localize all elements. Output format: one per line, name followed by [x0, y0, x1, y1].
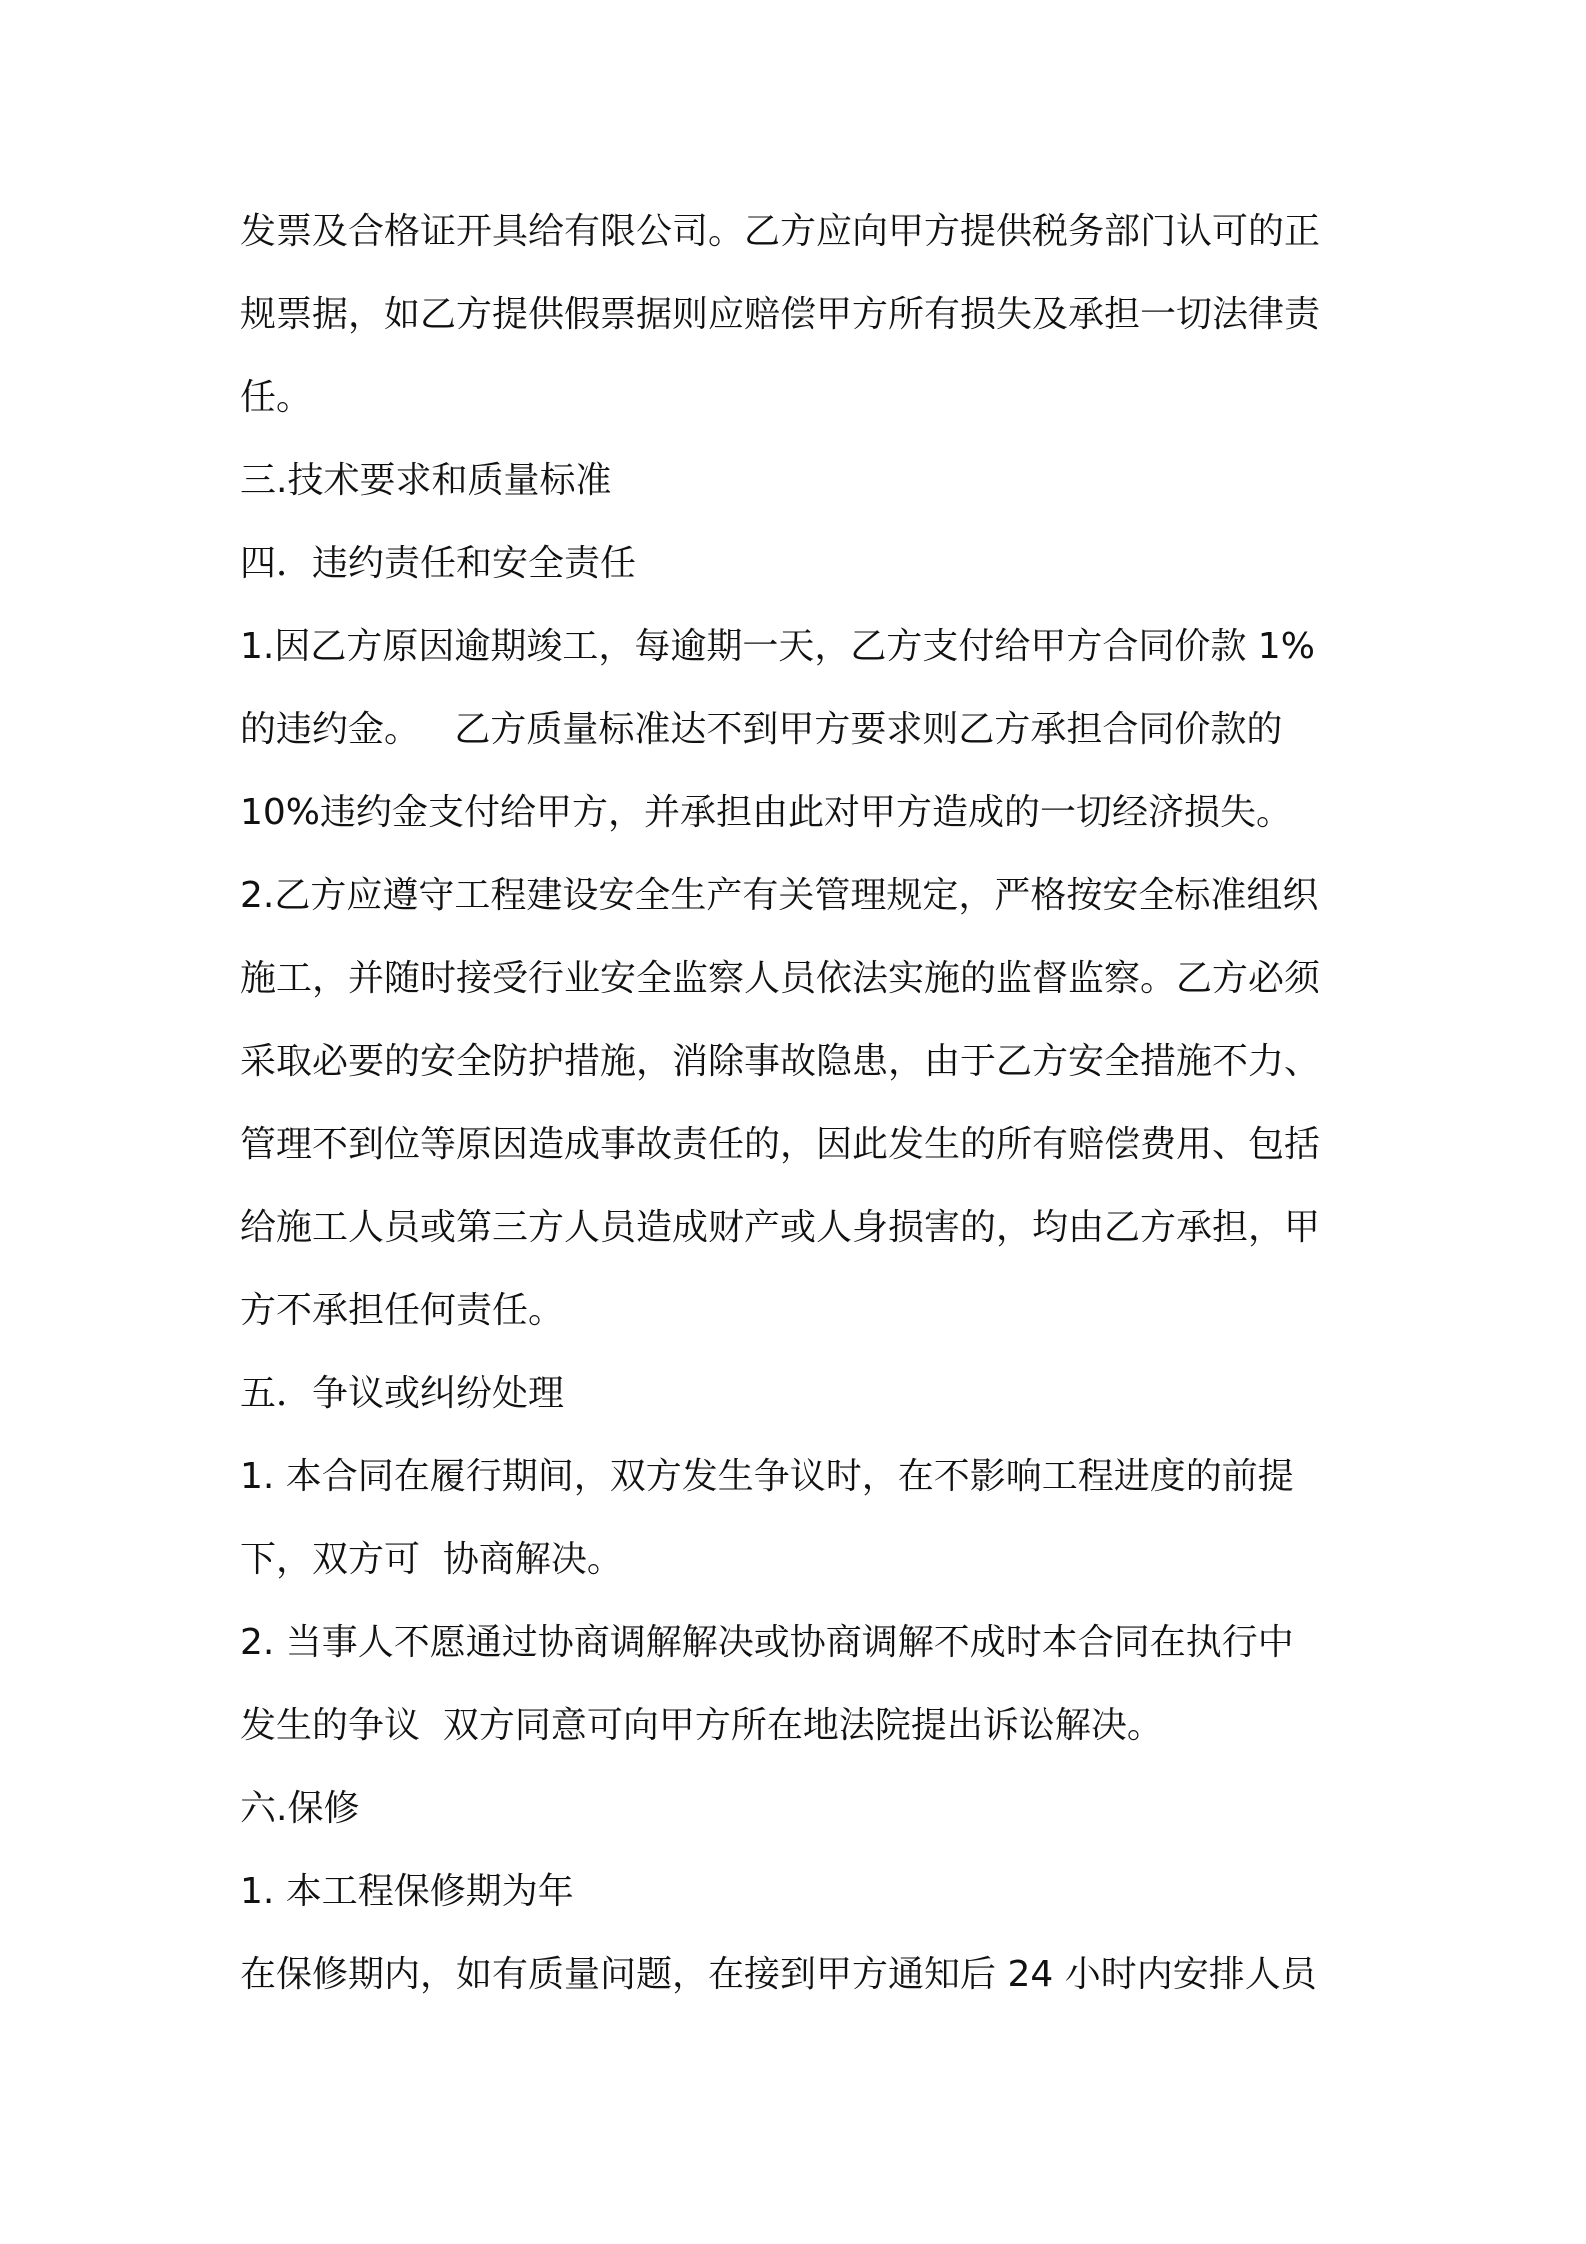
clause-4-2-line-6: 方不承担任何责任。: [240, 1290, 565, 1331]
clause-5-2-line-2: 发生的争议 双方同意可向甲方所在地法院提出诉讼解决。: [240, 1705, 1163, 1746]
clause-4-2-line-4: 管理不到位等原因造成事故责任的，因此发生的所有赔偿费用、包括: [240, 1124, 1321, 1165]
document-body: [240, 190, 1360, 2016]
paragraph-line-1: 发票及合格证开具给有限公司。乙方应向甲方提供税务部门认可的正: [240, 211, 1321, 252]
section-heading-3: 三.技术要求和质量标准: [240, 460, 612, 501]
paragraph-line-2: 规票据，如乙方提供假票据则应赔偿甲方所有损失及承担一切法律责: [240, 294, 1321, 335]
clause-4-2-line-1: 2.乙方应遵守工程建设安全生产有关管理规定，严格按安全标准组织: [240, 875, 1319, 916]
clause-4-1-line-1: 1.因乙方原因逾期竣工，每逾期一天，乙方支付给甲方合同价款 1%: [240, 626, 1315, 667]
clause-4-1-line-3: 10%违约金支付给甲方，并承担由此对甲方造成的一切经济损失。: [240, 792, 1293, 833]
section-heading-6: 六.保修: [240, 1788, 360, 1829]
clause-5-1-line-2: 下，双方可 协商解决。: [240, 1539, 623, 1580]
paragraph-line-3: 任。: [240, 377, 313, 418]
section-heading-4: 四．违约责任和安全责任: [240, 543, 637, 584]
clause-6-warranty-line: 在保修期内，如有质量问题，在接到甲方通知后 24 小时内安排人员: [240, 1954, 1317, 1995]
clause-4-2-line-2: 施工，并随时接受行业安全监察人员依法实施的监督监察。乙方必须: [240, 958, 1321, 999]
clause-4-1-line-2: 的违约金。 乙方质量标准达不到甲方要求则乙方承担合同价款的: [240, 709, 1283, 750]
clause-6-1: 1. 本工程保修期为年: [240, 1871, 574, 1912]
clause-5-1-line-1: 1. 本合同在履行期间，双方发生争议时，在不影响工程进度的前提: [240, 1456, 1294, 1497]
clause-5-2-line-1: 2. 当事人不愿通过协商调解解决或协商调解不成时本合同在执行中: [240, 1622, 1294, 1663]
section-heading-5: 五．争议或纠纷处理: [240, 1373, 565, 1414]
clause-4-2-line-5: 给施工人员或第三方人员造成财产或人身损害的，均由乙方承担，甲: [240, 1207, 1321, 1248]
clause-4-2-line-3: 采取必要的安全防护措施，消除事故隐患，由于乙方安全措施不力、: [240, 1041, 1321, 1082]
